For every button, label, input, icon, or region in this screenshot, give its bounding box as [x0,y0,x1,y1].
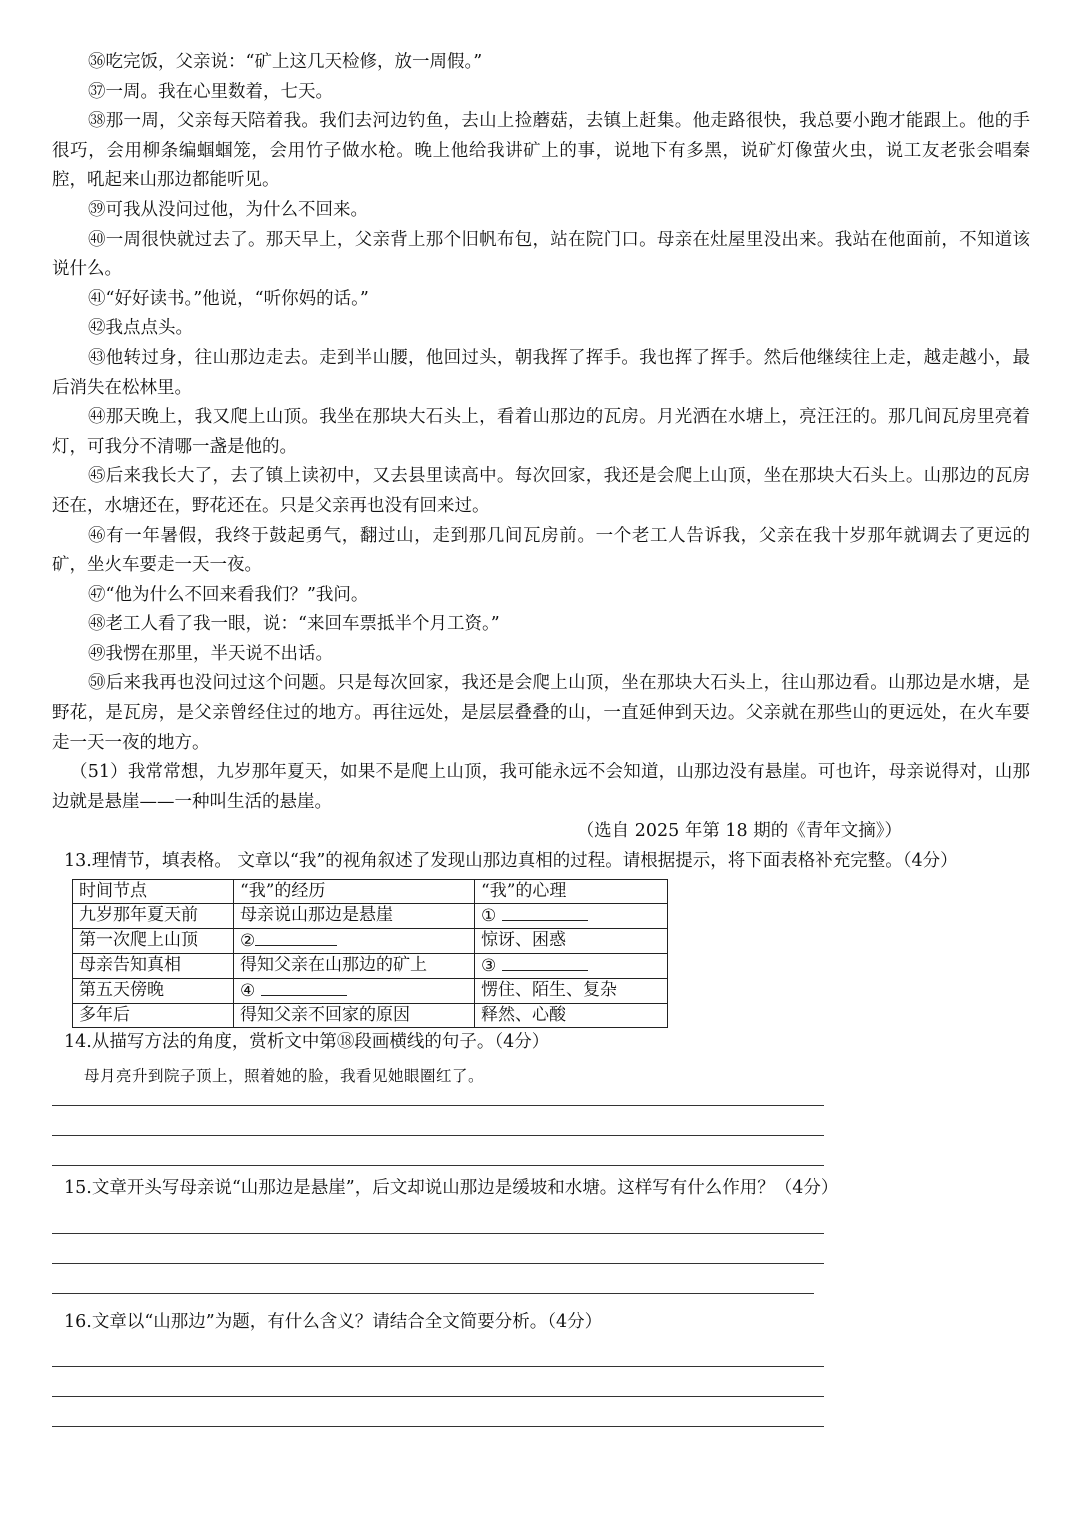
paragraph-43: ㊸他转过身，往山那边走去。走到半山腰，他回过头，朝我挥了挥手。我也挥了挥手。然后他继续往上走，越走越小，最后消失在松林里。 [52,347,1030,398]
table-row [73,903,668,928]
answer-lines-15 [52,1204,1030,1294]
answer-line[interactable] [52,1234,824,1264]
table-cell: 母亲告知真相 [73,953,234,978]
table-cell: 第一次爬上山顶 [73,928,234,953]
answer-blank-4[interactable] [261,979,347,996]
paragraph-49: ㊾我愣在那里，半天说不出话。 [88,643,333,664]
question-15: 15.文章开头写母亲说“山那边是悬崖”，后文却说山那边是缓坡和水塘。这样写有什么作用？（4分） [64,1178,839,1199]
question-13: 13.理情节，填表格。 文章以“我”的视角叙述了发现山那边真相的过程。请根据提示，将下面表格补充完整。（4分） [64,851,958,872]
exam-page [52,48,1030,1427]
answer-line[interactable] [52,1397,824,1427]
answer-line[interactable] [52,1136,824,1166]
table-row [73,1003,668,1027]
table-cell: 释然、心酸 [475,1003,668,1027]
answer-lines-14 [52,1091,1030,1166]
answer-line[interactable] [52,1367,824,1397]
blank-label: ④ [240,980,256,1001]
answer-lines-16 [52,1337,1030,1427]
table-cell-blank[interactable] [475,953,668,978]
paragraph-38: ㊳那一周，父亲每天陪着我。我们去河边钓鱼，去山上捡蘑菇，去镇上赶集。他走路很快，我总要小跑才能跟上。他的手很巧，会用柳条编蝈蝈笼，会用竹子做水枪。晚上他给我讲矿上的事，说地下有多黑，说矿灯像萤火虫，说工友老张会唱秦腔，吼起来山那边都能听见。 [52,111,1030,191]
question-16: 16.文章以“山那边”为题，有什么含义？请结合全文简要分析。（4分） [64,1311,603,1332]
paragraph-50: ㊿后来我再也没问过这个问题。只是每次回家，我还是会爬上山顶，坐在那块大石头上，往山那边看。山那边是水塘，是野花，是瓦房，是父亲曾经住过的地方。再往远处，是层层叠叠的山，一直延伸到天边。父亲就在那些山的更远处，在火车要走一天一夜的地方。 [52,673,1030,753]
paragraph-48: ㊽老工人看了我一眼，说：“来回车票抵半个月工资。” [88,614,500,635]
answer-blank-3[interactable] [502,954,588,971]
table-cell-blank[interactable] [234,928,475,953]
paragraph-39: ㊴可我从没问过他，为什么不回来。 [88,199,368,220]
paragraph-51: （51）我常常想，九岁那年夏天，如果不是爬上山顶，我可能永远不会知道，山那边没有悬崖。可也许，母亲说得对，山那边就是悬崖——一种叫生活的悬崖。 [52,762,1030,812]
paragraph-46: ㊻有一年暑假，我终于鼓起勇气，翻过山，走到那几间瓦房前。一个老工人告诉我，父亲在我十岁那年就调去了更远的矿，坐火车要走一天一夜。 [52,525,1030,576]
table-cell: 第五天傍晚 [73,978,234,1003]
table-cell: 多年后 [73,1003,234,1027]
table-cell: 母亲说山那边是悬崖 [234,903,475,928]
table-header: “我”的心理 [475,879,668,903]
table-row [73,928,668,953]
table-header: 时间节点 [73,879,234,903]
answer-blank-1[interactable] [502,904,588,921]
article-body [52,48,1030,817]
paragraph-36: ㊱吃完饭，父亲说：“矿上这几天检修，放一周假。” [88,52,483,72]
table-cell: 愣住、陌生、复杂 [475,978,668,1003]
paragraph-41: ㊶“好好读书。”他说，“听你妈的话。” [88,288,369,309]
table-header-row [73,879,668,903]
paragraph-42: ㊷我点点头。 [88,318,193,339]
answer-line[interactable] [52,1204,824,1234]
paragraph-44: ㊹那天晚上，我又爬上山顶。我坐在那块大石头上，看着山那边的瓦房。月光洒在水塘上，亮汪汪的。那几间瓦房里亮着灯，可我分不清哪一盏是他的。 [52,407,1030,457]
table-cell: 得知父亲不回家的原因 [234,1003,475,1027]
paragraph-47: ㊼“他为什么不回来看我们？”我问。 [88,584,369,605]
underlined-sentence: 母月亮升到院子顶上，照着她的脸，我看见她眼圈红了。 [84,1067,485,1086]
paragraph-37: ㊲一周。我在心里数着，七天。 [88,81,333,102]
table-cell-blank[interactable] [475,903,668,928]
blank-label: ③ [481,955,497,976]
answer-line[interactable] [52,1106,824,1136]
answer-blank-2[interactable] [255,929,337,946]
table-cell: 九岁那年夏天前 [73,903,234,928]
table-cell: 得知父亲在山那边的矿上 [234,953,475,978]
table-row [73,978,668,1003]
answer-line[interactable] [52,1091,824,1106]
paragraph-45: ㊺后来我长大了，去了镇上读初中，又去县里读高中。每次回家，我还是会爬上山顶，坐在那块大石头上。山那边的瓦房还在，水塘还在，野花还在。只是父亲再也没有回来过。 [52,466,1030,516]
article-source: （选自 2025 年第 18 期的《青年文摘》） [576,821,902,842]
table-cell: 惊讶、困惑 [475,928,668,953]
plot-table [72,879,668,1028]
paragraph-40: ㊵一周很快就过去了。那天早上，父亲背上那个旧帆布包，站在院门口。母亲在灶屋里没出来。我站在他面前，不知道该说什么。 [52,229,1030,280]
question-14: 14.从描写方法的角度，赏析文中第⑱段画横线的句子。（4分） [64,1031,550,1052]
table-cell-blank[interactable] [234,978,475,1003]
table-row [73,953,668,978]
blank-label: ② [240,930,256,951]
answer-line[interactable] [52,1264,814,1294]
answer-line[interactable] [52,1337,824,1367]
table-header: “我”的经历 [234,879,475,903]
blank-label: ① [481,905,497,926]
